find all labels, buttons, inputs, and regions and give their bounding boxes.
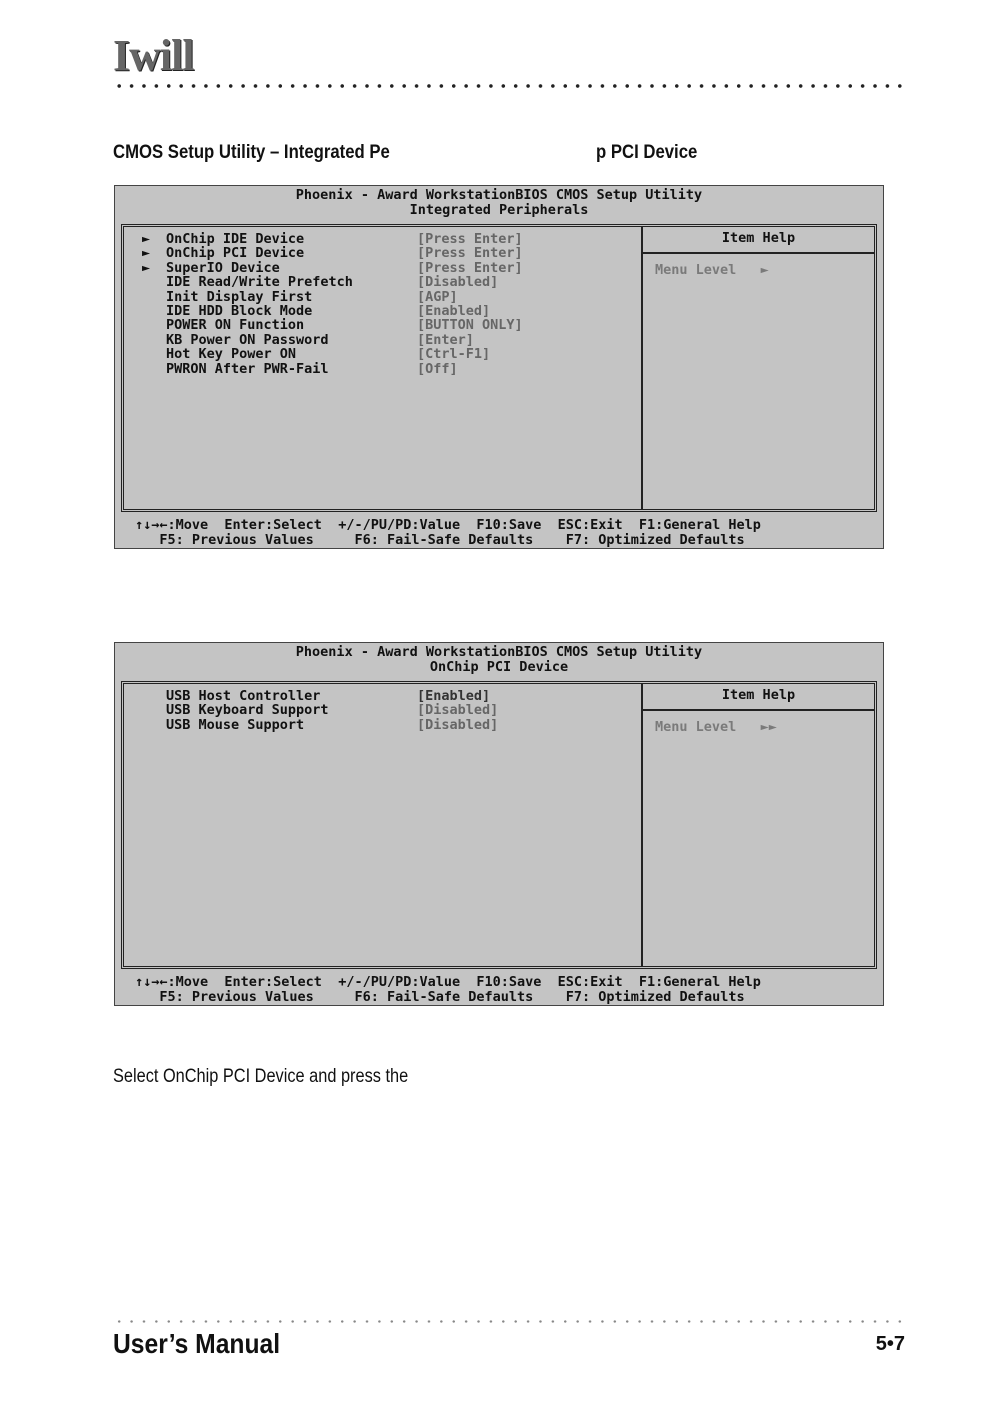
item-help-title: Item Help — [721, 687, 796, 703]
bios-screen-integrated-peripherals — [114, 185, 884, 549]
submenu-arrow-icon: ► — [142, 245, 151, 262]
menu-level-text: Menu Level ►► — [655, 719, 777, 735]
bios-frame: USB Host Controller [Enabled] USB Keyboard Support [Disabled] USB Mouse Support [Disabled] Item Help Menu Level ►► — [121, 681, 877, 969]
dotted-divider-top — [113, 84, 905, 88]
bios-key-legend: ↑↓→←:Move Enter:Select +/-/PU/PD:Value F10:Save ESC:Exit F1:General Help F5: Previous Values F6: Fail-Safe Defaults F7: Optimized Defaults — [135, 517, 761, 548]
help-rule — [643, 252, 874, 254]
bios-screen-onchip-pci — [114, 642, 884, 1006]
section-heading-right: p PCI Device — [596, 142, 698, 163]
bios-frame: ► OnChip IDE Device [Press Enter] ► OnChip PCI Device [Press Enter] ► SuperIO Device [Press Enter] IDE Read/Write Prefetch [Disabled] Init Display First [AGP] IDE HDD Block Mode [Enabled] POWER ON Function [BUTTON ONLY] KB Power ON Password [Enter] Hot Key Power ON [Ctrl-F1] PWRON After PWR-Fail [Off] Item Help Menu Level ► — [121, 224, 877, 512]
item-help-title: Item Help — [721, 230, 796, 246]
submenu-arrow-icon: ► — [142, 231, 151, 247]
help-divider — [641, 227, 643, 509]
menu-level-text: Menu Level ► — [655, 262, 769, 278]
page-number: 5•7 — [875, 1333, 905, 1355]
bios-key-legend: ↑↓→←:Move Enter:Select +/-/PU/PD:Value F10:Save ESC:Exit F1:General Help F5: Previous Values F6: Fail-Safe Defaults F7: Optimized Defaults — [135, 974, 761, 1005]
body-paragraph: Select OnChip PCI Device and press the — [113, 1066, 409, 1087]
footer-manual-title: User’s Manual — [113, 1328, 281, 1359]
submenu-arrow-icon: ► — [142, 259, 151, 276]
dotted-divider-bottom — [113, 1320, 905, 1323]
help-divider — [641, 684, 643, 966]
section-heading-left: CMOS Setup Utility – Integrated Pe — [113, 142, 390, 163]
bios-title: Phoenix - Award WorkstationBIOS CMOS Setup Utility OnChip PCI Device — [295, 644, 703, 675]
help-rule — [643, 709, 874, 711]
iwill-logo: Iwill — [113, 31, 194, 80]
bios-title: Phoenix - Award WorkstationBIOS CMOS Setup Utility Integrated Peripherals — [295, 187, 703, 218]
